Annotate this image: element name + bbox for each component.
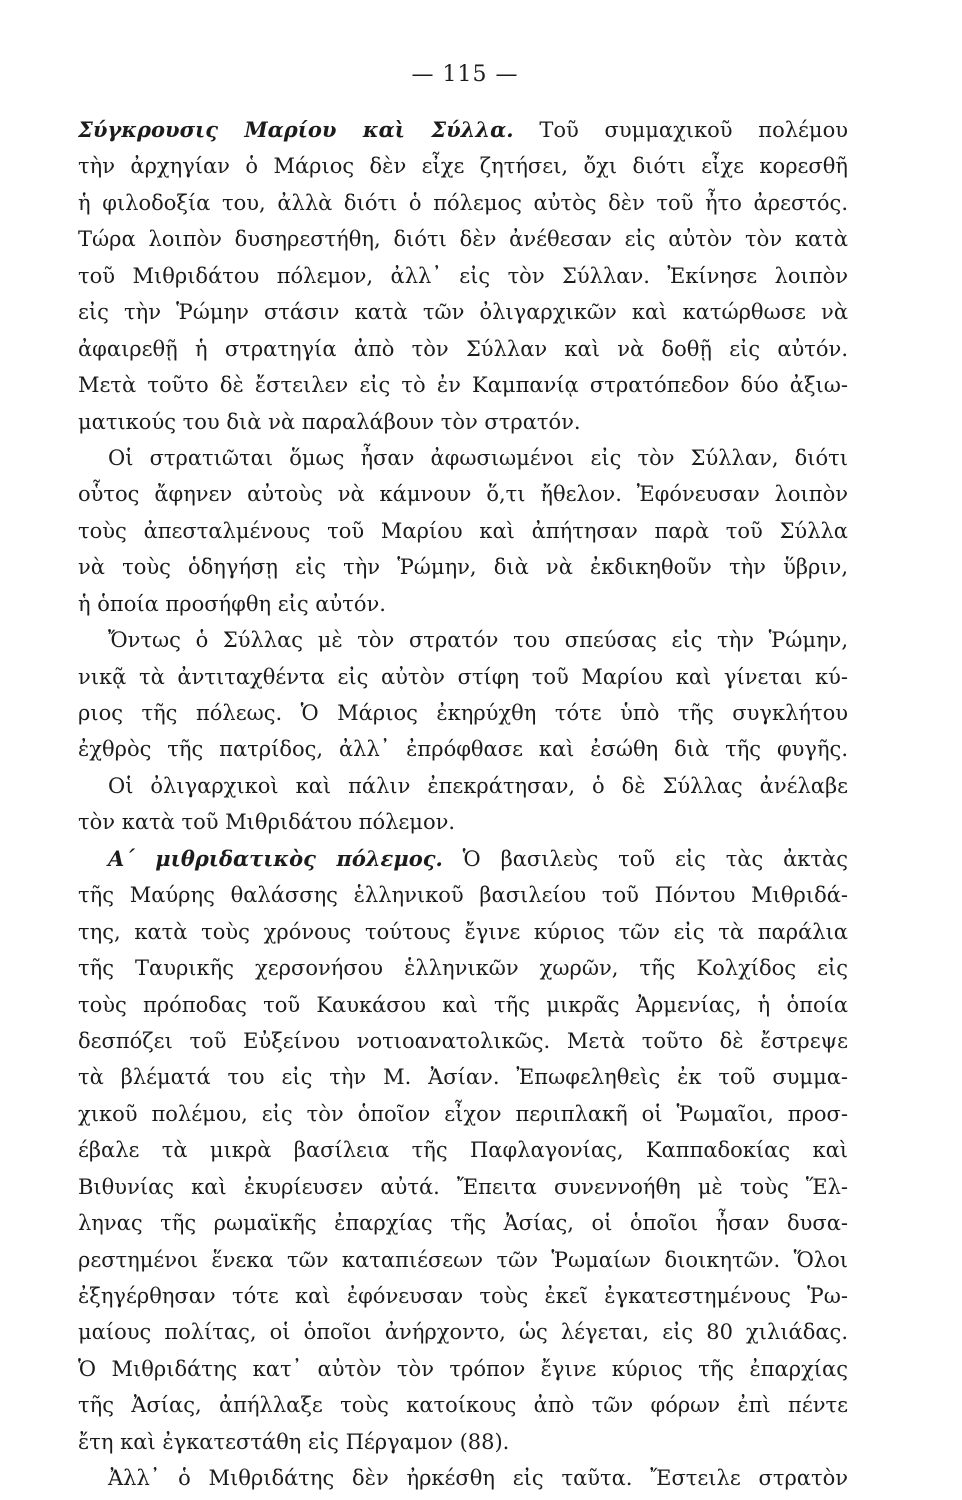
text-line: ἡ ὁποία προσήφθη εἰς αὐτόν. bbox=[78, 591, 386, 616]
text-line bbox=[78, 841, 848, 877]
page-number: — 115 — bbox=[411, 62, 519, 87]
text-line: ριος τῆς πόλεως. Ὁ Μάριος ἐκηρύχθη τότε ὑπὸ τῆς συγκλήτου bbox=[78, 701, 848, 725]
text-line: τῆς Μαύρης θαλάσσης ἑλληνικοῦ βασιλείου τοῦ Πόντου Μιθριδά- bbox=[78, 883, 848, 908]
text-line bbox=[78, 112, 848, 148]
text-line: τὴν ἀρχηγίαν ὁ Μάριος δὲν εἶχε ζητήσει, ὄχι διότι εἶχε κορεσθῆ bbox=[78, 154, 848, 179]
text-line: Ὁ Μιθριδάτης κατ᾽ αὐτὸν τὸν τρόπον ἔγινε κύριος τῆς ἐπαρχίας bbox=[78, 1356, 848, 1381]
text-line: δεσπόζει τοῦ Εὐξείνου νοτιοανατολικῶς. Μετὰ τοῦτο δὲ ἔστρεψε bbox=[78, 1028, 848, 1053]
text-line: τοὺς ἀπεσταλμένους τοῦ Μαρίου καὶ ἀπήτησαν παρὰ τοῦ Σύλλα bbox=[78, 518, 848, 543]
section-heading: Σύγκρουσις Μαρίου καὶ Σύλλα. bbox=[78, 117, 514, 142]
text-line: τῆς Ἀσίας, ἀπήλλαξε τοὺς κατοίκους ἀπὸ τῶν φόρων ἐπὶ πέντε bbox=[78, 1393, 848, 1418]
text-line: Βιθυνίας καὶ ἐκυρίευσεν αὐτά. Ἔπειτα συνεννοήθη μὲ τοὺς Ἕλ- bbox=[78, 1174, 848, 1199]
text-line: οὗτος ἄφηνεν αὐτοὺς νὰ κάμνουν ὅ,τι ἤθελον. Ἐφόνευσαν λοιπὸν bbox=[78, 482, 848, 507]
line-text: Ὁ βασιλεὺς τοῦ εἰς τὰς ἀκτὰς bbox=[442, 846, 848, 871]
line-text: Τοῦ συμμαχικοῦ πολέμου bbox=[513, 118, 848, 142]
text-line: της, κατὰ τοὺς χρόνους τούτους ἔγινε κύριος τῶν εἰς τὰ παράλια bbox=[78, 919, 848, 944]
text-line: Οἱ στρατιῶται ὅμως ἦσαν ἀφωσιωμένοι εἰς τὸν Σύλλαν, διότι bbox=[108, 445, 848, 470]
text-line: Ἀλλ᾽ ὁ Μιθριδάτης δὲν ἠρκέσθη εἰς ταῦτα. Ἔστειλε στρατὸν bbox=[108, 1466, 848, 1491]
text-line: έβαλε τὰ μικρὰ βασίλεια τῆς Παφλαγονίας, Καππαδοκίας καὶ bbox=[78, 1138, 848, 1163]
text-line: νικᾷ τὰ ἀντιταχθέντα εἰς αὐτὸν στίφη τοῦ Μαρίου καὶ γίνεται κύ- bbox=[78, 664, 848, 689]
text-line: ματικούς του διὰ νὰ παραλάβουν τὸν στρατόν. bbox=[78, 409, 581, 434]
body-text bbox=[78, 112, 848, 1497]
text-line: εἰς τὴν Ῥώμην στάσιν κατὰ τῶν ὀλιγαρχικῶν καὶ κατώρθωσε νὰ bbox=[78, 300, 848, 325]
section-heading: Α΄ μιθριδατικὸς πόλεμος. bbox=[108, 845, 443, 871]
text-line: ληνας τῆς ρωμαϊκῆς ἐπαρχίας τῆς Ἀσίας, οἱ ὁποῖοι ἦσαν δυσα- bbox=[78, 1211, 848, 1236]
text-line: ἀφαιρεθῇ ἡ στρατηγία ἀπὸ τὸν Σύλλαν καὶ νὰ δοθῇ εἰς αὐτόν. bbox=[78, 336, 848, 361]
text-line: Τώρα λοιπὸν δυσηρεστήθη, διότι δὲν ἀνέθεσαν εἰς αὐτὸν τὸν κατὰ bbox=[78, 227, 848, 252]
text-line: τὰ βλέματά του εἰς τὴν Μ. Ἀσίαν. Ἐπωφεληθεὶς ἐκ τοῦ συμμα- bbox=[78, 1065, 848, 1090]
text-line: τῆς Ταυρικῆς χερσονήσου ἑλληνικῶν χωρῶν, τῆς Κολχίδος εἰς bbox=[78, 956, 848, 981]
text-line: ἐχθρὸς τῆς πατρίδος, ἀλλ᾽ ἐπρόφθασε καὶ ἐσώθη διὰ τῆς φυγῆς. bbox=[78, 737, 848, 762]
text-line: τὸν κατὰ τοῦ Μιθριδάτου πόλεμον. bbox=[78, 810, 456, 835]
text-line: τοὺς πρόποδας τοῦ Καυκάσου καὶ τῆς μικρᾶς Ἀρμενίας, ἡ ὁποία bbox=[78, 992, 848, 1017]
text-line: ἐξηγέρθησαν τότε καὶ ἐφόνευσαν τοὺς ἐκεῖ ἐγκατεστημένους Ῥω- bbox=[78, 1284, 848, 1308]
text-line: ἡ φιλοδοξία του, ἀλλὰ διότι ὁ πόλεμος αὐτὸς δὲν τοῦ ἦτο ἀρεστός. bbox=[78, 190, 848, 215]
text-line: ρεστημένοι ἕνεκα τῶν καταπιέσεων τῶν Ῥωμαίων διοικητῶν. Ὅλοι bbox=[78, 1247, 848, 1272]
text-line: ἔτη καὶ ἐγκατεστάθη εἰς Πέργαμον (88). bbox=[78, 1429, 510, 1454]
text-line: τοῦ Μιθριδάτου πόλεμον, ἀλλ᾽ εἰς τὸν Σύλλαν. Ἐκίνησε λοιπὸν bbox=[78, 263, 848, 288]
text-line: Οἱ ὀλιγαρχικοὶ καὶ πάλιν ἐπεκράτησαν, ὁ δὲ Σύλλας ἀνέλαβε bbox=[108, 773, 848, 798]
text-line: Ὄντως ὁ Σύλλας μὲ τὸν στρατόν του σπεύσας εἰς τὴν Ῥώμην, bbox=[108, 628, 848, 653]
text-line: Μετὰ τοῦτο δὲ ἔστειλεν εἰς τὸ ἐν Καμπανίᾳ στρατόπεδον δύο ἀξιω- bbox=[78, 373, 848, 398]
text-line: μαίους πολίτας, οἱ ὁποῖοι ἀνήρχοντο, ὡς λέγεται, εἰς 80 χιλιάδας. bbox=[78, 1320, 848, 1345]
text-line: νὰ τοὺς ὁδηγήσῃ εἰς τὴν Ῥώμην, διὰ νὰ ἐκδικηθοῦν τὴν ὕβριν, bbox=[78, 555, 848, 580]
text-line: χικοῦ πολέμου, εἰς τὸν ὁποῖον εἶχον περιπλακῆ οἱ Ῥωμαῖοι, προσ- bbox=[78, 1101, 848, 1126]
